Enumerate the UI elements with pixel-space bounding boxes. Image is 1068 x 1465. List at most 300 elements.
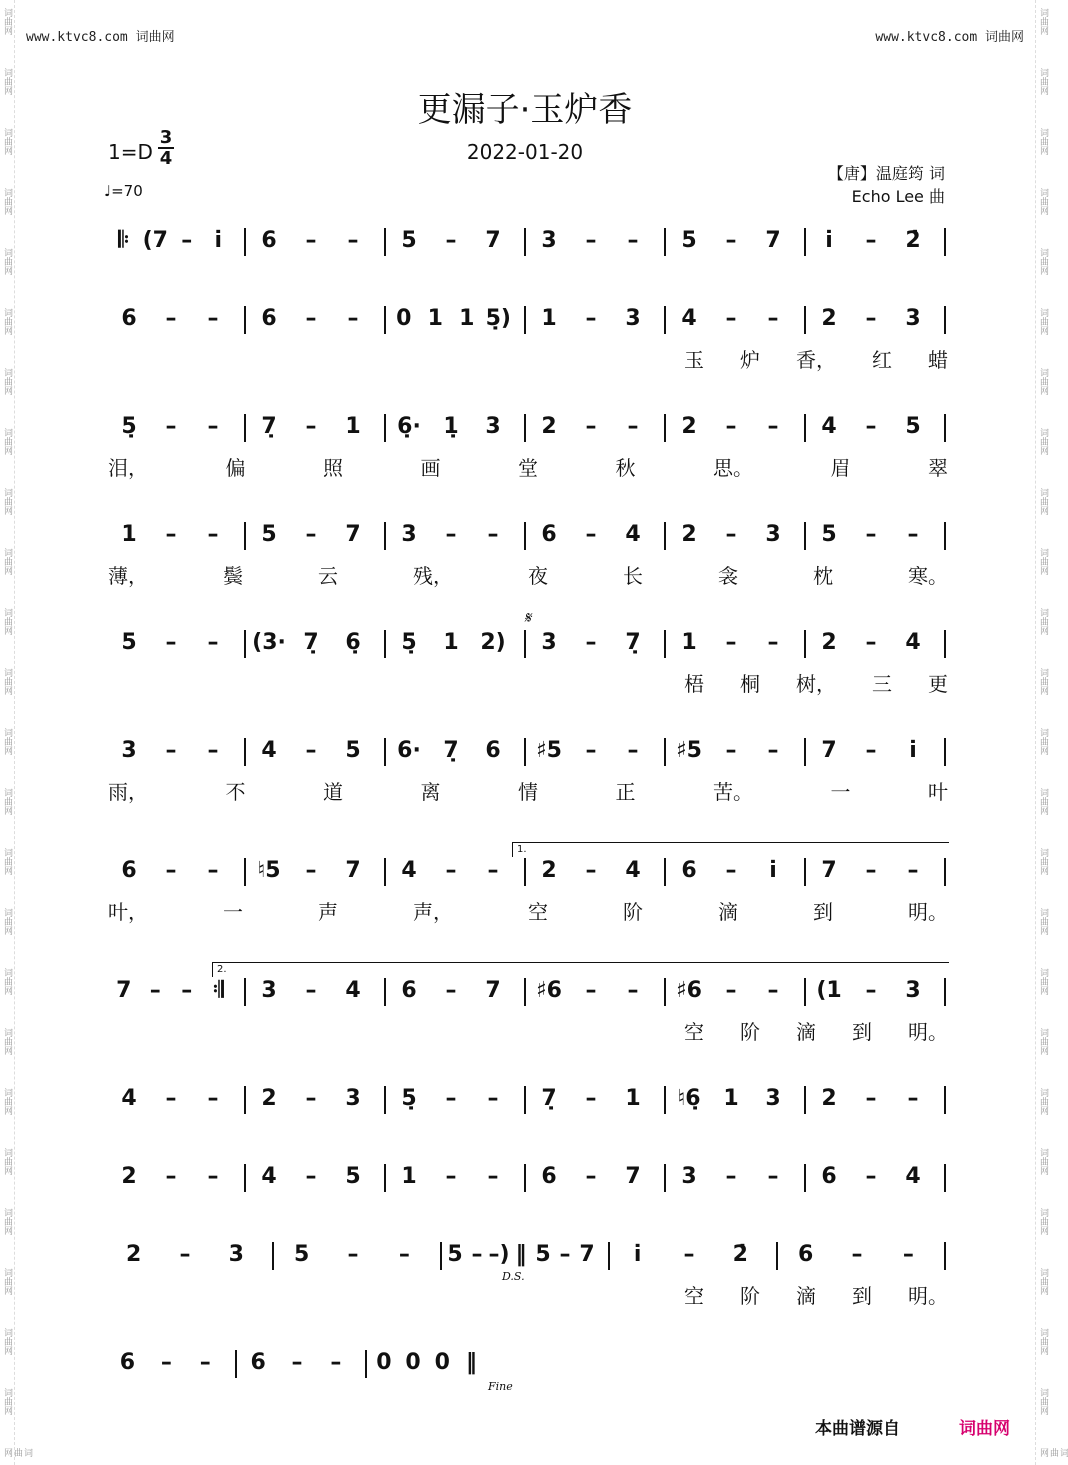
note: – <box>207 738 219 763</box>
lyric-syllable: 空 <box>684 1284 704 1308</box>
watermark-text: 词曲网 <box>1038 1208 1048 1235</box>
bar-line <box>944 738 946 766</box>
note: 3 <box>121 738 137 763</box>
note: – <box>865 522 877 547</box>
lyric-syllable: 滴 <box>796 1020 816 1044</box>
note: 3 <box>681 1164 697 1189</box>
lyric-syllable: 雨， <box>108 780 148 804</box>
note: ♮6̣ <box>677 1086 701 1111</box>
note: – <box>165 858 177 883</box>
note: 3 <box>485 414 501 439</box>
lyrics-line <box>108 896 948 925</box>
bar-line <box>664 306 666 334</box>
note: –) <box>488 1242 510 1267</box>
note: 2 <box>541 414 557 439</box>
note: – <box>767 306 779 331</box>
bar-line <box>244 978 246 1006</box>
note: 7 <box>485 978 501 1003</box>
watermark-text: 词曲网 <box>1038 548 1048 575</box>
note: – <box>165 630 177 655</box>
score-date: 2022-01-20 <box>466 140 584 164</box>
watermark-text: 词曲网 <box>2 488 12 515</box>
footer-source-label: 本曲谱源自 <box>815 1419 900 1439</box>
watermark-text: 词曲网 <box>1038 1028 1048 1055</box>
note: – <box>559 1242 571 1267</box>
lyric-syllable: 鬓 <box>223 564 243 588</box>
note: – <box>305 228 317 253</box>
note: 2 <box>261 1086 277 1111</box>
note: 4 <box>345 978 361 1003</box>
watermark-text: 词曲网 <box>2 548 12 575</box>
note: i̇ <box>633 1242 642 1267</box>
lyrics-line <box>108 344 948 373</box>
lyric-syllable: 滴 <box>718 900 738 924</box>
watermark-text: 词曲网 <box>1038 128 1048 155</box>
note: 3 <box>625 306 641 331</box>
watermark-text: 词曲网 <box>1038 1448 1068 1457</box>
bar-line <box>524 306 526 334</box>
quarter-note-icon: ♩ <box>104 182 112 200</box>
lyric-syllable: 一 <box>830 780 851 804</box>
lyric-syllable: 偏 <box>225 456 246 480</box>
bar-line <box>384 1086 386 1114</box>
lyric-syllable: 到 <box>852 1284 872 1308</box>
watermark-text: 词曲网 <box>2 1208 12 1235</box>
bar-line <box>804 522 806 550</box>
lyrics-line <box>108 1016 948 1045</box>
note: – <box>865 228 877 253</box>
note: 2 <box>821 1086 837 1111</box>
time-signature-bottom: 4 <box>159 148 173 169</box>
bar-line <box>664 630 666 658</box>
lyric-syllable: 道 <box>323 780 343 804</box>
note: – <box>207 1086 219 1111</box>
note: 7̣ <box>303 630 319 655</box>
bar-line <box>804 1164 806 1192</box>
lyrics-line <box>108 452 948 481</box>
note: 0 <box>376 1350 392 1375</box>
note: – <box>627 228 639 253</box>
note: 1 <box>443 630 459 655</box>
lyric-syllable: 枕 <box>813 564 833 588</box>
bar-line <box>524 858 526 886</box>
note: 3 <box>905 978 921 1003</box>
lyric-syllable: 梧 <box>684 672 704 696</box>
note: 1 <box>459 306 475 331</box>
note: – <box>305 522 317 547</box>
note: – <box>585 306 597 331</box>
lyric-syllable: 情 <box>518 780 538 804</box>
lyric-syllable: 玉 <box>684 348 704 372</box>
bar-line <box>804 858 806 886</box>
time-signature-top: 3 <box>159 127 173 148</box>
lyric-syllable: 照 <box>323 456 343 480</box>
note: – <box>165 1086 177 1111</box>
note: 7̣ <box>261 414 277 439</box>
note: – <box>207 306 219 331</box>
note: – <box>445 1164 457 1189</box>
note: 2̇ <box>905 228 921 253</box>
footer-site-link[interactable]: 词曲网 <box>959 1419 1010 1439</box>
watermark-text: 词曲网 <box>2 908 12 935</box>
note: 3 <box>541 630 557 655</box>
bar-line <box>524 630 526 658</box>
note: 7 <box>625 1164 641 1189</box>
note: (3· <box>252 630 286 655</box>
note: – <box>207 630 219 655</box>
watermark-text: 词曲网 <box>2 308 12 335</box>
note: i̇ <box>825 228 833 253</box>
header-site-left[interactable]: www.ktvc8.com 词曲网 <box>26 30 175 45</box>
watermark-text: 词曲网 <box>1038 68 1048 95</box>
note: – <box>165 738 177 763</box>
note: – <box>398 1242 410 1267</box>
bar-line <box>804 630 806 658</box>
note: (7 <box>142 228 168 253</box>
bar-line <box>944 1242 946 1270</box>
watermark-text: 词曲网 <box>2 1088 12 1115</box>
note: 6 <box>541 522 557 547</box>
note: 3 <box>401 522 417 547</box>
watermark-text: 词曲网 <box>2 248 12 275</box>
bar-line <box>944 414 946 442</box>
lyric-syllable: 到 <box>813 900 833 924</box>
lyric-syllable: 明。 <box>908 900 948 924</box>
bar-line <box>804 1086 806 1114</box>
note: 0 <box>405 1350 421 1375</box>
lyric-syllable: 阶 <box>623 900 643 924</box>
note: – <box>627 414 639 439</box>
note: 7 <box>765 228 781 253</box>
watermark-text: 词曲网 <box>1038 848 1048 875</box>
note: 6 <box>261 228 277 253</box>
note: – <box>160 1350 172 1375</box>
note: – <box>585 228 597 253</box>
note: – <box>865 306 877 331</box>
note: – <box>181 228 193 253</box>
note: – <box>207 414 219 439</box>
note: 0 <box>396 306 412 331</box>
note: – <box>445 1086 457 1111</box>
note: – <box>585 738 597 763</box>
note: 2) <box>480 630 506 655</box>
right-margin-watermark <box>1035 0 1068 1465</box>
lyric-syllable: 香， <box>796 348 836 372</box>
note: 4 <box>905 1164 921 1189</box>
tempo-value: =70 <box>111 182 143 200</box>
note: – <box>767 630 779 655</box>
note: 7 <box>579 1242 595 1267</box>
note: 5 <box>345 738 361 763</box>
bar-line <box>804 414 806 442</box>
watermark-text: 词曲网 <box>2 968 12 995</box>
note: – <box>305 1164 317 1189</box>
lyric-syllable: 明。 <box>908 1020 948 1044</box>
note: 4 <box>261 1164 277 1189</box>
lyric-syllable: 画 <box>420 456 441 480</box>
lyric-syllable: 到 <box>852 1020 872 1044</box>
note: – <box>725 414 737 439</box>
note: – <box>725 1164 737 1189</box>
note: – <box>305 978 317 1003</box>
bar-line <box>524 1164 526 1192</box>
note: – <box>683 1242 695 1267</box>
lyrics-line <box>108 776 948 805</box>
note: i̇ <box>909 738 917 763</box>
lyric-syllable: 空 <box>528 900 548 924</box>
bar-line <box>944 1164 946 1192</box>
note: 5 <box>121 630 137 655</box>
note: 7 <box>821 738 837 763</box>
note: 4 <box>681 306 697 331</box>
bar-line <box>384 414 386 442</box>
note: – <box>725 228 737 253</box>
lyric-syllable: 离 <box>420 780 441 804</box>
lyric-syllable: 阶 <box>740 1284 760 1308</box>
bar-line <box>384 228 386 256</box>
note: – <box>865 630 877 655</box>
segno-mark: 𝄋 <box>524 608 531 627</box>
note: – <box>445 978 457 1003</box>
bar-line <box>944 978 946 1006</box>
note: – <box>305 858 317 883</box>
note: – <box>487 522 499 547</box>
note: 1 <box>401 1164 417 1189</box>
note: – <box>165 306 177 331</box>
watermark-text: 词曲网 <box>1038 368 1048 395</box>
watermark-text: 词曲网 <box>2 128 12 155</box>
note: – <box>585 630 597 655</box>
note: 6 <box>485 738 501 763</box>
lyric-syllable: 声 <box>318 900 338 924</box>
note: 1 <box>427 306 443 331</box>
watermark-text: 词曲网 <box>1038 668 1048 695</box>
note: 3 <box>261 978 277 1003</box>
lyric-syllable: 一 <box>223 900 243 924</box>
note: – <box>471 1242 483 1267</box>
lyric-syllable: 桐 <box>740 672 760 696</box>
note: – <box>347 1242 359 1267</box>
bar-line <box>664 978 666 1006</box>
bar-line <box>524 414 526 442</box>
note: – <box>165 1164 177 1189</box>
bar-line <box>244 522 246 550</box>
note: 3 <box>765 522 781 547</box>
note: (1 <box>816 978 842 1003</box>
note: – <box>165 522 177 547</box>
watermark-text: 词曲网 <box>1038 8 1048 35</box>
note: – <box>907 858 919 883</box>
watermark-text: 词曲网 <box>1038 1148 1048 1175</box>
bar-line <box>384 522 386 550</box>
watermark-text: 词曲网 <box>1038 188 1048 215</box>
bar-line <box>244 414 246 442</box>
note: ♯6 <box>676 978 702 1003</box>
note: – <box>585 858 597 883</box>
note: – <box>725 978 737 1003</box>
lyric-syllable: 明。 <box>908 1284 948 1308</box>
note: – <box>767 978 779 1003</box>
bar-line <box>244 228 246 256</box>
note: 4 <box>261 738 277 763</box>
bar-line <box>244 630 246 658</box>
note: 4 <box>821 414 837 439</box>
bar-line <box>944 522 946 550</box>
note: 7 <box>345 522 361 547</box>
ds-mark: D.S. <box>502 1270 525 1283</box>
note: 6 <box>119 1350 136 1375</box>
bar-line <box>272 1242 274 1270</box>
lyric-syllable: 阶 <box>740 1020 760 1044</box>
watermark-text: 词曲网 <box>2 1268 12 1295</box>
note: – <box>902 1242 914 1267</box>
note: – <box>487 1164 499 1189</box>
note: 6 <box>681 858 697 883</box>
note: – <box>165 414 177 439</box>
note: 1̣ <box>443 414 459 439</box>
bar-line <box>440 1242 442 1270</box>
note: 7̣ <box>443 738 459 763</box>
note: – <box>305 306 317 331</box>
lyrics-line <box>108 560 948 589</box>
bar-line <box>244 306 246 334</box>
watermark-text: 词曲网 <box>2 1148 12 1175</box>
lyric-syllable: 更 <box>928 672 948 696</box>
note: 5 <box>401 228 417 253</box>
note: – <box>207 1164 219 1189</box>
lyric-syllable: 眉 <box>830 456 851 480</box>
bar-line <box>804 228 806 256</box>
header-site-right[interactable]: www.ktvc8.com 词曲网 <box>875 30 1024 45</box>
watermark-text: 词曲网 <box>2 368 12 395</box>
note: 6 <box>121 858 137 883</box>
note: – <box>725 306 737 331</box>
watermark-text: 词曲网 <box>1038 308 1048 335</box>
note: 4 <box>121 1086 137 1111</box>
left-margin-watermark <box>0 0 32 1465</box>
lyric-syllable: 空 <box>684 1020 704 1044</box>
note: 5̣ <box>121 414 137 439</box>
note: – <box>767 1164 779 1189</box>
watermark-text: 词曲网 <box>2 788 12 815</box>
bar-line <box>524 1086 526 1114</box>
bar-line <box>244 738 246 766</box>
note: 3 <box>765 1086 781 1111</box>
note: – <box>347 306 359 331</box>
note: – <box>627 738 639 763</box>
note: – <box>865 1086 877 1111</box>
lyric-syllable: 云 <box>318 564 338 588</box>
note: 6 <box>250 1350 266 1375</box>
bar-line <box>384 630 386 658</box>
watermark-text: 词曲网 <box>1038 1328 1048 1355</box>
bar-line <box>776 1242 778 1270</box>
bar-line <box>384 858 386 886</box>
note: – <box>487 858 499 883</box>
bar-line <box>384 978 386 1006</box>
lyrics-line <box>108 1280 948 1309</box>
watermark-text: 词曲网 <box>2 1448 32 1457</box>
lyric-syllable: 蜡 <box>928 348 948 372</box>
bar-line <box>944 306 946 334</box>
lyric-syllable: 秋 <box>615 456 636 480</box>
note: – <box>725 630 737 655</box>
note: 7 <box>116 978 132 1003</box>
watermark-text: 词曲网 <box>1038 488 1048 515</box>
note: – <box>181 978 193 1003</box>
bar-line <box>944 228 946 256</box>
note: i̇ <box>214 228 223 253</box>
note: – <box>199 1350 211 1375</box>
note: – <box>865 414 877 439</box>
watermark-text: 词曲网 <box>2 1328 12 1355</box>
lyric-syllable: 正 <box>615 780 636 804</box>
note: – <box>865 978 877 1003</box>
lyric-syllable: 薄， <box>108 564 148 588</box>
bar-line <box>524 978 526 1006</box>
note: 6· <box>397 738 421 763</box>
note: – <box>305 738 317 763</box>
lyric-syllable: 翠 <box>928 456 948 480</box>
watermark-text: 词曲网 <box>1038 728 1048 755</box>
time-signature <box>158 128 174 168</box>
note: – <box>865 858 877 883</box>
watermark-text: 词曲网 <box>1038 1268 1048 1295</box>
lyric-syllable: 苦。 <box>713 780 753 804</box>
note: 5 <box>345 1164 361 1189</box>
note: 0 <box>434 1350 450 1375</box>
lyric-syllable: 不 <box>225 780 246 804</box>
bar-line <box>384 738 386 766</box>
note: 5̣ <box>401 1086 417 1111</box>
note: – <box>767 414 779 439</box>
note: 5̣) <box>485 306 511 331</box>
note: – <box>445 522 457 547</box>
note: – <box>445 858 457 883</box>
note: 1 <box>541 306 557 331</box>
note: – <box>291 1350 303 1375</box>
note: 7̣ <box>541 1086 557 1111</box>
bar-line <box>608 1242 610 1270</box>
note: 6̣· <box>397 414 421 439</box>
note: 6 <box>798 1242 814 1267</box>
note: i̇ <box>769 858 777 883</box>
note: 𝄆 <box>118 228 130 253</box>
note: – <box>725 522 737 547</box>
note: – <box>445 228 457 253</box>
watermark-text: 词曲网 <box>1038 608 1048 635</box>
note: – <box>207 522 219 547</box>
note: – <box>725 858 737 883</box>
lyric-syllable: 滴 <box>796 1284 816 1308</box>
lyric-syllable: 长 <box>623 564 643 588</box>
note: – <box>305 414 317 439</box>
note: ♯5 <box>536 738 562 763</box>
note: 1 <box>625 1086 641 1111</box>
note: 3 <box>905 306 921 331</box>
note: – <box>585 978 597 1003</box>
note: 6 <box>541 1164 557 1189</box>
bar-line <box>365 1350 367 1378</box>
lyricist-credit: 【唐】温庭筠 词 <box>827 164 945 183</box>
lyric-syllable: 声， <box>413 900 453 924</box>
note: 5 <box>681 228 697 253</box>
lyric-syllable: 寒。 <box>908 564 948 588</box>
note: 2 <box>821 630 837 655</box>
watermark-text: 词曲网 <box>1038 1088 1048 1115</box>
lyric-syllable: 泪， <box>108 456 148 480</box>
watermark-text: 词曲网 <box>1038 428 1048 455</box>
